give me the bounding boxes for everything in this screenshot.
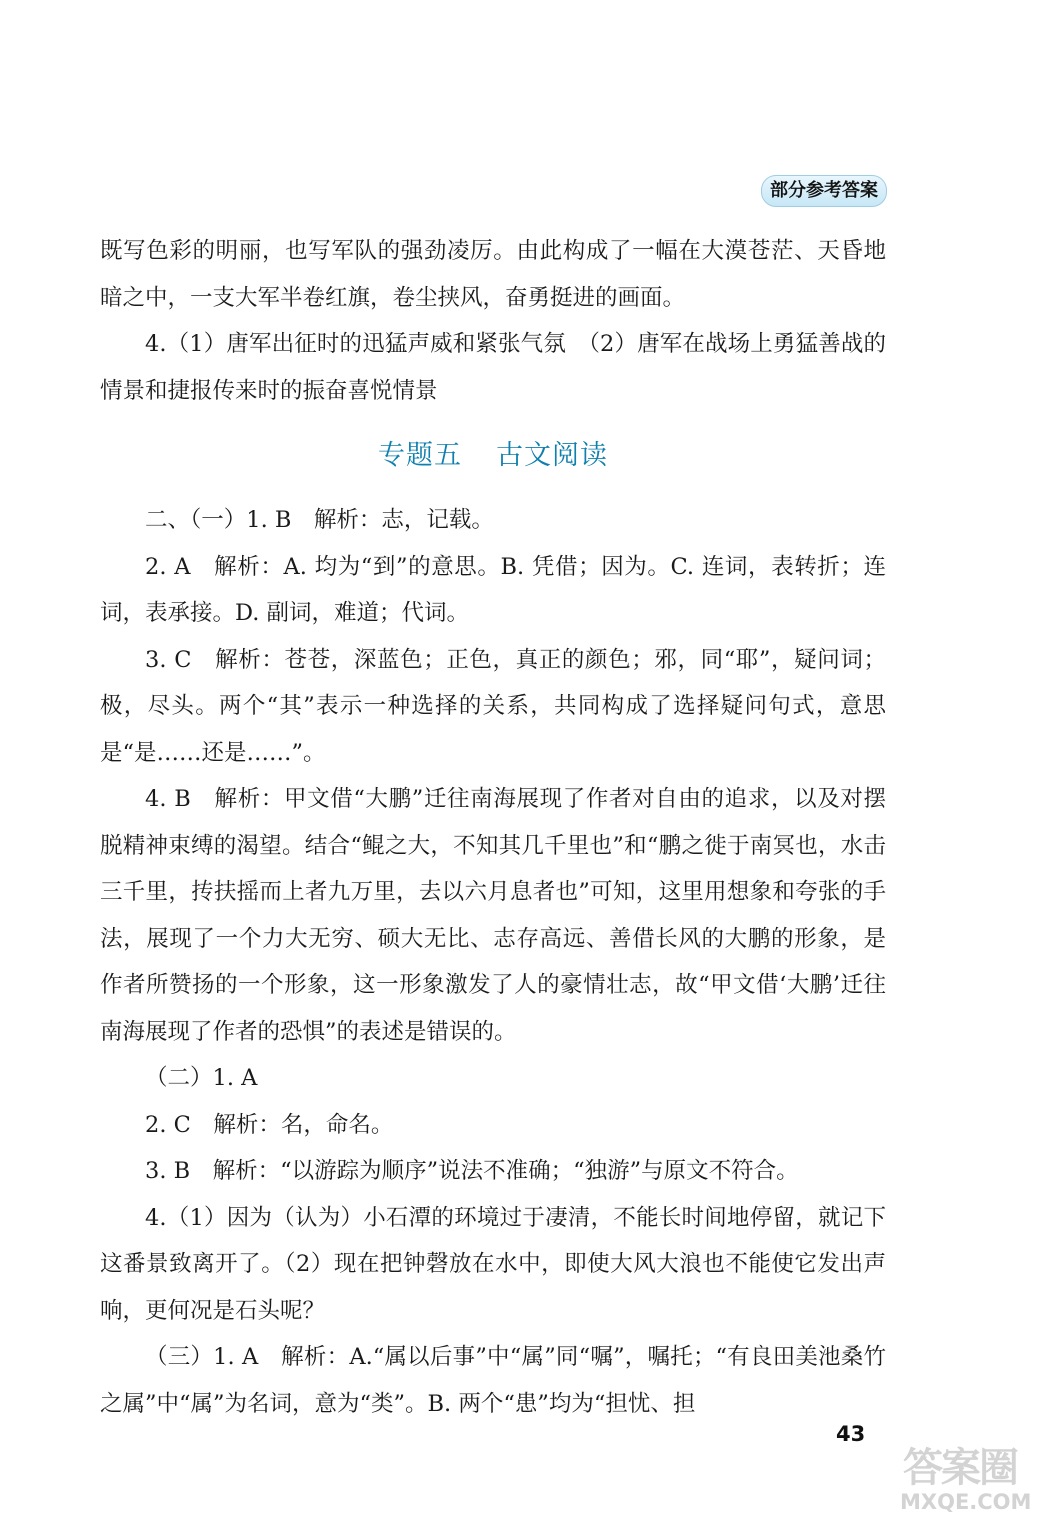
section-title-topic: 古文阅读 [496, 440, 608, 471]
answer-paragraph: 4.（1）唐军出征时的迅猛声威和紧张气氛 （2）唐军在战场上勇猛善战的情景和捷报传来时的振奋喜悦情景 [100, 331, 886, 404]
section-title-number: 专题五 [378, 440, 462, 471]
answer-paragraph: （三）1. A 解析：A.“属以后事”中“属”同“嘱”，嘱托；“有良田美池桑竹之属”中“属”为名词，意为“类”。B. 两个“患”均为“担忧、担 [100, 1344, 886, 1417]
answer-paragraph: 4.（1）因为（认为）小石潭的环境过于凄清，不能长时间地停留，就记下这番景致离开了。（2）现在把钟磬放在水中，即使大风大浪也不能使它发出声响，更何况是石头呢？ [100, 1204, 886, 1324]
watermark-logo [900, 1445, 1032, 1516]
answer-paragraph: 4. B 解析：甲文借“大鹏”迁往南海展现了作者对自由的追求，以及对摆脱精神束缚的渴望。结合“鲲之大，不知其几千里也”和“鹏之徙于南冥也，水击三千里，抟扶摇而上者九万里，去以六月息者也”可知，这里用想象和夸张的手法，展现了一个力大无穷、硕大无比、志存高远、善借长风的大鹏的形象，是作者所赞扬的一个形象，这一形象激发了人的豪情壮志，故“甲文借‘大鹏’迁往南海展现了作者的恐惧”的表述是错误的。 [100, 786, 886, 1045]
answer-paragraph: （二）1. A [145, 1065, 258, 1091]
answer-body [100, 497, 886, 1427]
section-badge: 部分参考答案 [761, 175, 887, 207]
section-title [100, 433, 886, 472]
answer-paragraph: 既写色彩的明丽，也写军队的强劲凌厉。由此构成了一幅在大漠苍茫、天昏地暗之中，一支大军半卷红旗，卷尘挟风，奋勇挺进的画面。 [100, 238, 886, 311]
answer-paragraph: 3. B 解析：“以游踪为顺序”说法不准确；“独游”与原文不符合。 [145, 1158, 799, 1184]
answer-paragraph: 二、（一）1. B 解析：志，记载。 [145, 507, 494, 533]
watermark-text: 答案圈 [903, 1445, 1017, 1491]
answer-paragraph: 3. C 解析：苍苍，深蓝色；正色，真正的颜色；邪，同“耶”，疑问词；极，尽头。两个“其”表示一种选择的关系，共同构成了选择疑问句式，意思是“是……还是……”。 [100, 646, 886, 766]
top-answer-block [100, 228, 886, 414]
answer-paragraph: 2. C 解析：名，命名。 [145, 1111, 394, 1138]
page-number: 43 [836, 1422, 866, 1446]
answer-paragraph: 2. A 解析：A. 均为“到”的意思。B. 凭借；因为。C. 连词，表转折；连词，表承接。D. 副词，难道；代词。 [100, 553, 886, 626]
watermark-url: MXQE.COM [900, 1490, 1032, 1514]
